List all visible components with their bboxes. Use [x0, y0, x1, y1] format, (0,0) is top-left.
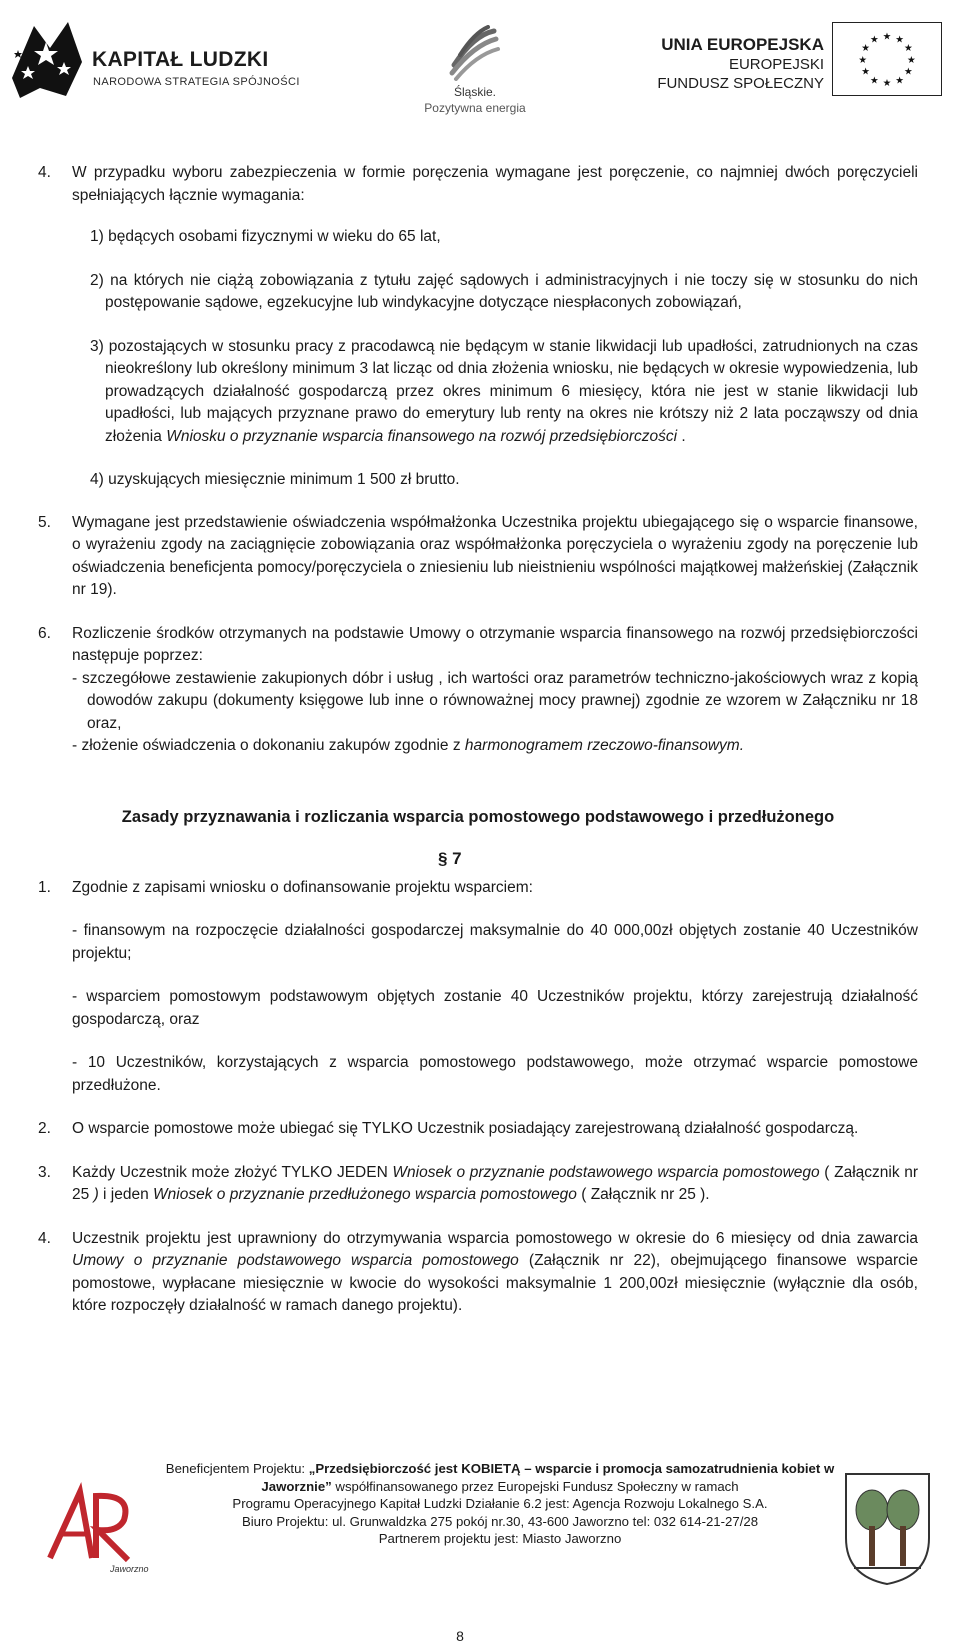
svg-text:★: ★	[904, 43, 913, 55]
p7-item-1	[38, 877, 918, 900]
item-text	[72, 1162, 918, 1207]
text-run: (Załącznik nr 22), obejmującego finansowe wsparcie pomostowe, wypłacane miesięcznie w kwocie do wysokości maksymalnie 1 200,00zł miesięcznie (wyłącznie dla osób, które rozpoczęły działalność w ramach danego projektu).	[72, 1252, 918, 1314]
section-4	[38, 162, 918, 207]
section-heading: Zasady przyznawania i rozliczania wsparcia pomostowego podstawowego i przedłużonego	[121, 807, 835, 826]
svg-text:★: ★	[882, 31, 892, 43]
ue-line-2: EUROPEJSKI	[728, 56, 824, 73]
text-run: i jeden	[98, 1186, 154, 1203]
section-5	[38, 512, 918, 602]
text-run: Każdy Uczestnik może złożyć TYLKO JEDEN	[72, 1163, 393, 1181]
item-text	[72, 1228, 918, 1318]
list-item: 2) na których nie ciążą zobowiązania z tytułu zajęć sądowych i administracyjnych i nie toczy się w stosunku do nich postępowanie sądowe, egzekucyjne lub windykacyjne dotyczące niespłaconych zobowiązań,	[90, 271, 918, 311]
ue-line-1: UNIA EUROPEJSKA	[661, 35, 824, 54]
footer-line-4: Partnerem projektu jest: Miasto Jaworzno	[378, 1531, 622, 1546]
svg-text:★: ★	[869, 34, 879, 46]
footer-line-2: Programu Operacyjnego Kapitał Ludzki Działanie 6.2 jest: Agencja Rozwoju Lokalnego S.A.	[232, 1496, 768, 1511]
list-item	[90, 336, 918, 449]
jaworzno-coat-of-arms-icon	[840, 1468, 935, 1588]
item-number: 4.	[38, 1229, 51, 1247]
svg-text:★: ★	[858, 54, 868, 66]
project-name: „Przedsiębiorczość jest KOBIETĄ – wsparcie i promocja samozatrudnienia kobiet w Jaworznie”	[261, 1461, 835, 1494]
section-number: 6.	[38, 624, 51, 642]
list-item: 4) uzyskujących miesięcznie minimum 1 500 zł brutto.	[90, 471, 460, 488]
italic-run: Wniosek o przyznanie przedłużonego wsparcia pomostowego	[153, 1186, 577, 1203]
slaskie-logo	[410, 25, 540, 115]
section-text: Rozliczenie środków otrzymanych na podstawie Umowy o otrzymanie wsparcia finansowego na rozwój przedsiębiorczości następuje poprzez:	[72, 624, 918, 664]
p7-item-4	[38, 1228, 918, 1318]
p7-item-2	[38, 1118, 918, 1141]
italic-run: Wniosek o przyznanie podstawowego wsparcia pomostowego	[392, 1163, 820, 1181]
arl-logo-icon	[40, 1478, 150, 1574]
item-number: 2.	[38, 1120, 51, 1137]
slaskie-name: Śląskie.	[453, 85, 497, 99]
paragraph-sign: § 7	[438, 849, 462, 868]
dash-item	[72, 735, 918, 758]
svg-text:★: ★	[869, 75, 879, 87]
svg-text:★: ★	[861, 66, 870, 78]
footer-text	[150, 1460, 850, 1548]
p7-item-3	[38, 1162, 918, 1207]
text-run: ( Załącznik nr 25	[72, 1163, 918, 1203]
section-number: 5.	[38, 513, 51, 531]
svg-text:★: ★	[882, 78, 892, 90]
section-6-content	[72, 623, 918, 758]
dash-item-text: - złożenie oświadczenia o dokonaniu zakupów zgodnie z	[72, 737, 465, 754]
document-body	[38, 162, 918, 1318]
kapital-ludzki-title: KAPITAŁ LUDZKI	[92, 48, 269, 71]
arl-logo-text: Jaworzno	[110, 1564, 149, 1574]
list-item-text: 3) pozostających w stosunku pracy z pracodawcą nie będącym w stanie likwidacji lub upadłości, zatrudnionych na czas nieokreślony lub określony minimum 3 lat licząc od dnia złożenia wniosku, nie będących w okresie wypowiedzenia, lub prowadzących działalność gospodarczą przez okres minimum 6 miesięcy, która nie jest w stanie likwidacji lub upadłości, lub mających przyznane prawo do emerytury lub renty na okres nie krótszy niż 2 lata począwszy od dnia złożenia	[90, 337, 918, 445]
page-number: 8	[456, 1628, 464, 1644]
section-6	[38, 623, 918, 758]
italic-title: Wniosku o przyznanie wsparcia finansowego na rozwój przedsiębiorczości	[166, 427, 678, 445]
italic-run: Umowy o przyznanie podstawowego wsparcia pomostowego	[72, 1252, 519, 1269]
kapital-ludzki-emblem-icon	[6, 18, 86, 100]
svg-text:★: ★	[861, 43, 870, 55]
svg-text:★: ★	[895, 34, 905, 46]
list-item: 1) będących osobami fizycznymi w wieku do 65 lat,	[90, 228, 441, 245]
text-run: ( Załącznik nr 25 ).	[576, 1186, 710, 1203]
eu-flag-icon	[832, 22, 942, 96]
section-text: W przypadku wyboru zabezpieczenia w formie poręczenia wymagane jest poręczenie, co najmniej dwóch poręczycieli spełniających łącznie wymagania:	[72, 164, 918, 204]
kapital-ludzki-subtitle: NARODOWA STRATEGIA SPÓJNOŚCI	[93, 76, 300, 88]
footer-line-1	[150, 1460, 850, 1495]
slaskie-tagline: Pozytywna energia	[424, 101, 526, 115]
item-number: 3.	[38, 1163, 51, 1181]
dash-item: - szczegółowe zestawienie zakupionych dóbr i usług , ich wartości oraz parametrów techniczno-jakościowych wraz z kopią dowodów zakupu (dokumenty księgowe lub inne o równoważnej mocy prawnej) zgodnie ze wzorem w Załączniku nr 18 oraz,	[72, 669, 918, 732]
ue-text-block	[657, 34, 824, 93]
italic-run: )	[93, 1186, 99, 1203]
unia-europejska-logo	[640, 18, 950, 98]
text-run: Uczestnik projektu jest uprawniony do otrzymywania wsparcia pomostowego w okresie do 6 miesięcy od dnia zawarcia	[72, 1229, 918, 1247]
dash-item: - wsparciem pomostowym podstawowym objętych zostanie 40 Uczestników projektu, którzy zarejestrują działalność gospodarczą, oraz	[72, 988, 918, 1028]
page-header	[0, 0, 960, 140]
svg-text:★: ★	[895, 75, 905, 87]
footer-line-3: Biuro Projektu: ul. Grunwaldzka 275 pokój nr.30, 43-600 Jaworzno tel: 032 614-21-27/28	[241, 1513, 759, 1529]
section-text: Wymagane jest przedstawienie oświadczenia współmałżonka Uczestnika projektu ubiegającego się o wsparcie finansowe, o wyrażeniu zgody na zaciągnięcie zobowiązania oraz współmałżonka poręczyciela o wyrażeniu zgody na poręczenie lub oświadczenia beneficjenta pomocy/poręczyciela o zniesieniu lub nieistnieniu wspólności majątkowej małżeńskiej (Załącznik nr 19).	[72, 513, 918, 598]
item-text: O wsparcie pomostowe może ubiegać się TYLKO Uczestnik posiadający zarejestrowaną działalność gospodarczą.	[72, 1120, 859, 1137]
italic-text: harmonogramem rzeczowo-finansowym.	[464, 737, 745, 754]
footer-text-run: Beneficjentem Projektu:	[165, 1461, 309, 1476]
kapital-ludzki-logo	[6, 18, 306, 100]
dash-item: - finansowym na rozpoczęcie działalności gospodarczej maksymalnie do 40 000,00zł objętych zostanie 40 Uczestników projektu;	[72, 922, 918, 962]
footer-text-run: współfinansowanego przez Europejski Fundusz Społeczny w ramach	[331, 1478, 739, 1494]
item-text: Zgodnie z zapisami wniosku o dofinansowanie projektu wsparciem:	[72, 878, 533, 896]
ue-line-3: FUNDUSZ SPOŁECZNY	[657, 75, 824, 92]
dash-item: - 10 Uczestników, korzystających z wsparcia pomostowego podstawowego, może otrzymać wsparcie pomostowe przedłużone.	[72, 1054, 918, 1094]
svg-text:★: ★	[906, 54, 916, 66]
svg-text:★: ★	[904, 66, 913, 78]
section-number: 4.	[38, 164, 51, 181]
page-footer	[0, 1450, 960, 1650]
item-number: 1.	[38, 878, 51, 896]
slaskie-wave-icon	[444, 25, 504, 81]
list-item-end: .	[677, 427, 686, 445]
